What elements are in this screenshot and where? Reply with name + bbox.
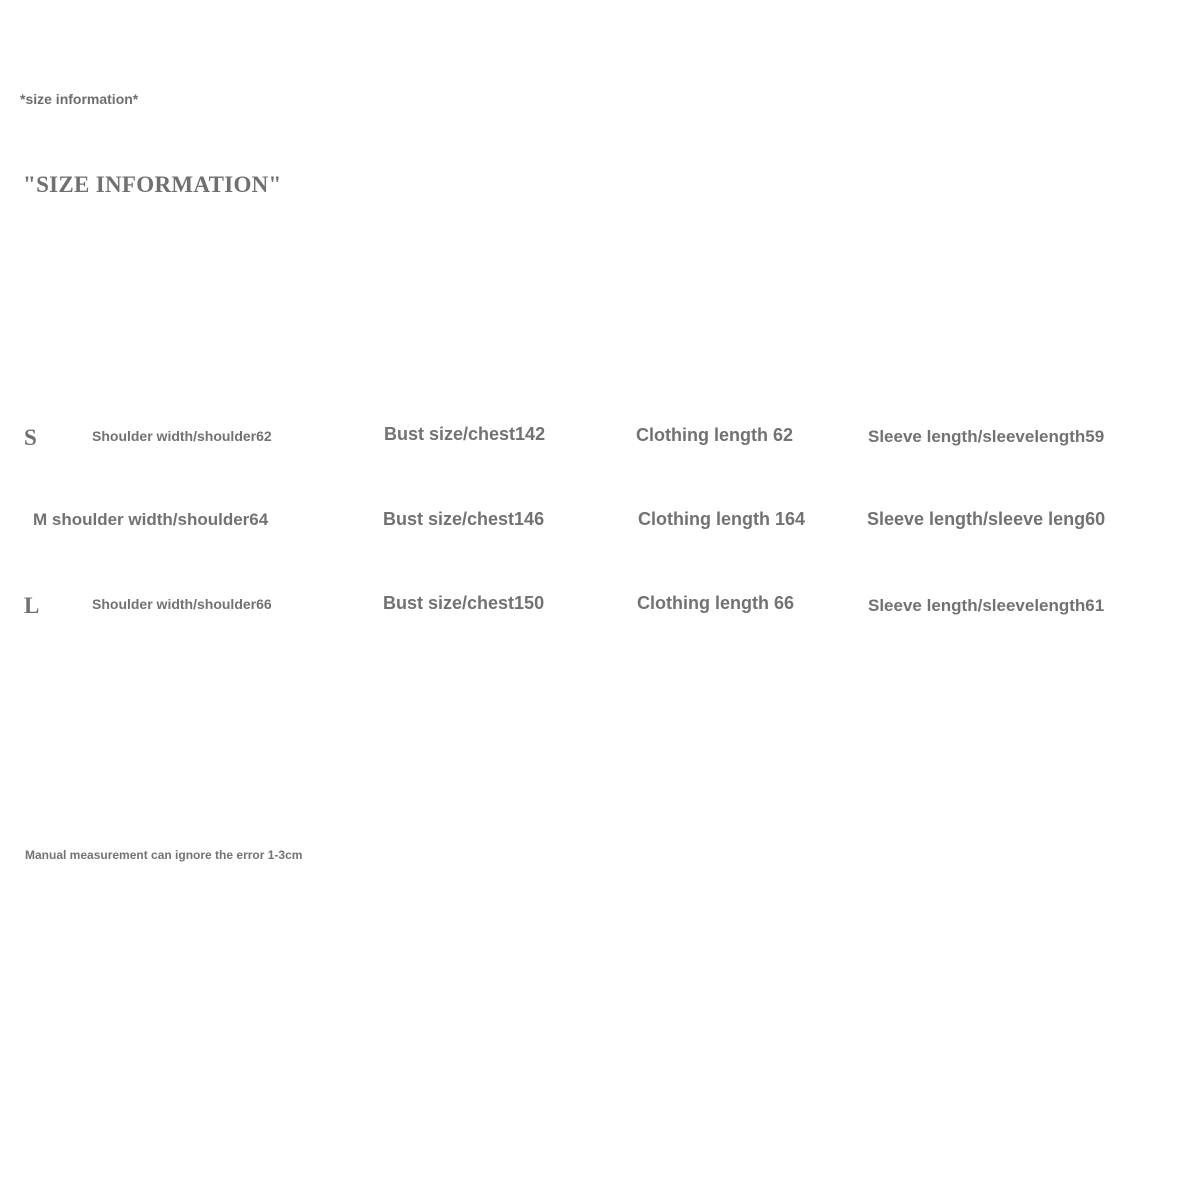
bust-size-s: Bust size/chest142: [384, 424, 546, 444]
size-info-label: *size information*: [20, 91, 139, 107]
clothing-length-l: Clothing length 66: [637, 593, 794, 613]
sleeve-length-l: Sleeve length/sleevelength61: [868, 596, 1105, 615]
size-label-l: L: [24, 593, 40, 618]
sleeve-length-m: Sleeve length/sleeve leng60: [867, 509, 1106, 529]
page-title: "SIZE INFORMATION": [23, 172, 282, 197]
sleeve-length-s: Sleeve length/sleevelength59: [868, 427, 1105, 446]
bust-size-m: Bust size/chest146: [383, 509, 545, 529]
size-label-s: S: [24, 425, 37, 450]
shoulder-width-s: Shoulder width/shoulder62: [92, 428, 272, 444]
bust-size-l: Bust size/chest150: [383, 593, 545, 613]
shoulder-width-m: M shoulder width/shoulder64: [33, 510, 269, 529]
shoulder-width-l: Shoulder width/shoulder66: [92, 596, 272, 612]
measurement-note: Manual measurement can ignore the error 1-3cm: [25, 848, 303, 862]
clothing-length-m: Clothing length 164: [638, 509, 806, 529]
clothing-length-s: Clothing length 62: [636, 425, 793, 445]
